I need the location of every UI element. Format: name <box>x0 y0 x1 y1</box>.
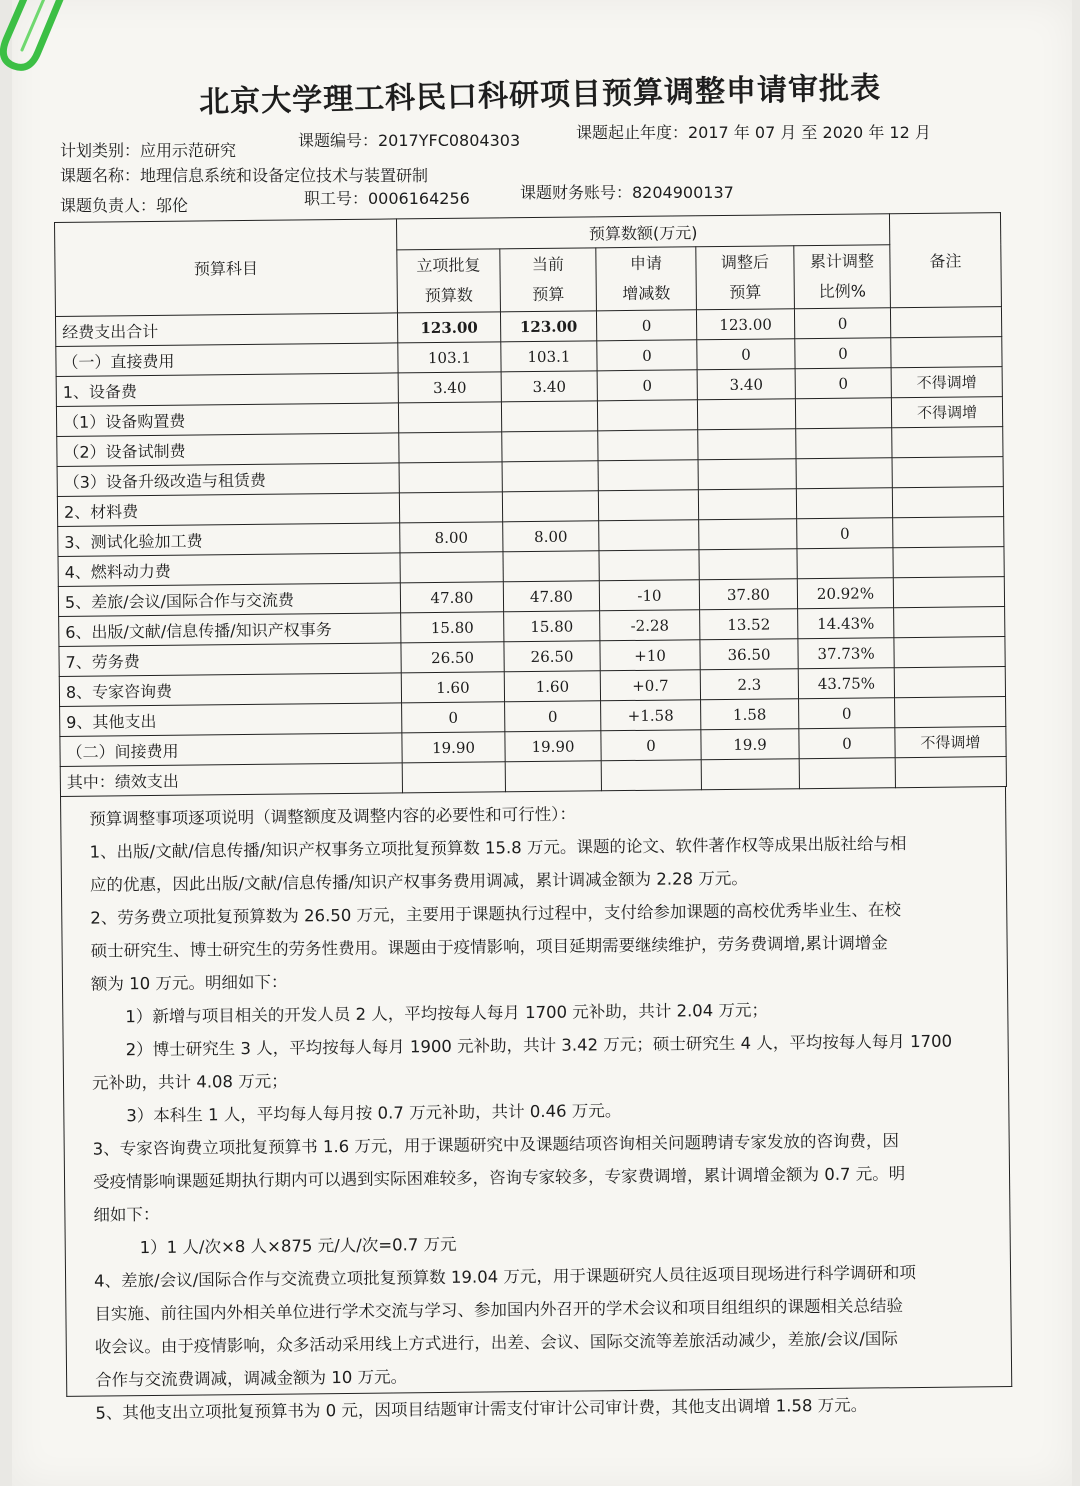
row-item-label: 5、差旅/会议/国际合作与交流费 <box>58 583 400 617</box>
row-item-label: 4、燃料动力费 <box>58 553 400 587</box>
cell-remark <box>890 307 1001 338</box>
cell-remark <box>894 667 1005 698</box>
cell-approved: 15.80 <box>401 612 504 643</box>
cell-ratio: 14.43% <box>798 608 894 639</box>
cell-approved: 3.40 <box>398 372 501 403</box>
cell-adjusted: 1.58 <box>701 699 799 730</box>
cell-approved <box>399 492 502 523</box>
cell-remark <box>895 697 1006 728</box>
cell-current: 19.90 <box>505 731 601 762</box>
note-line: 细如下： <box>93 1204 160 1225</box>
cell-ratio <box>796 458 892 489</box>
cell-change <box>598 460 698 491</box>
note-line: 元补助，共计 4.08 万元； <box>91 1071 288 1093</box>
cell-change: +1.58 <box>601 700 701 731</box>
staff-number: 职工号：0006164256 <box>304 189 470 208</box>
row-item-label: （2）设备试制费 <box>57 433 399 467</box>
cell-change: +10 <box>600 640 700 671</box>
header-remark: 备注 <box>889 213 1001 308</box>
cell-current: 1.60 <box>504 671 600 702</box>
row-item-label: 3、测试化验加工费 <box>58 523 400 557</box>
note-line: 预算调整事项逐项说明（调整额度及调整内容的必要性和可行性）： <box>89 804 577 829</box>
note-line: 4、差旅/会议/国际合作与交流费立项批复预算数 19.04 万元，用于课题研究人员往返项目现场进行科学调研和项 <box>93 1263 916 1291</box>
cell-adjusted <box>698 429 796 460</box>
header-col-0: 立项批复 预算数 <box>397 249 501 313</box>
cell-approved: 26.50 <box>401 642 504 673</box>
cell-approved <box>402 762 505 793</box>
cell-approved <box>400 552 503 583</box>
cell-current: 0 <box>505 701 601 732</box>
cell-adjusted <box>701 759 799 790</box>
cell-adjusted <box>699 549 797 580</box>
cell-approved: 8.00 <box>400 522 503 553</box>
cell-ratio: 43.75% <box>798 668 894 699</box>
row-item-label: （1）设备购置费 <box>56 403 398 437</box>
form-title: 北京大学理工科民口科研项目预算调整申请审批表 <box>198 70 882 121</box>
project-name: 课题名称：地理信息系统和设备定位技术与装置研制 <box>60 166 429 185</box>
cell-remark <box>894 607 1005 638</box>
header-budget-group: 预算数额(万元) <box>396 214 889 250</box>
cell-adjusted: 3.40 <box>697 369 795 400</box>
project-period: 课题起止年度：2017 年 07 月 至 2020 年 12 月 <box>576 123 931 142</box>
cell-change <box>601 760 701 791</box>
note-line: 额为 10 万元。明细如下： <box>90 972 288 994</box>
cell-current: 123.00 <box>500 311 596 342</box>
note-line: 硕士研究生、博士研究生的劳务性费用。课题由于疫情影响，项目延期需要继续维护，劳务费调增,累计调增金 <box>90 933 888 961</box>
cell-approved: 103.1 <box>398 342 501 373</box>
cell-adjusted: 2.3 <box>700 669 798 700</box>
cell-approved <box>399 432 502 463</box>
cell-current: 3.40 <box>501 371 597 402</box>
cell-adjusted: 19.9 <box>701 729 799 760</box>
cell-remark <box>893 517 1004 548</box>
cell-change: 0 <box>597 370 697 401</box>
cell-change <box>599 520 699 551</box>
budget-rows <box>55 307 1006 797</box>
adjustment-notes <box>60 787 1012 1423</box>
cell-current <box>502 461 598 492</box>
note-line: 1）1 人/次×8 人×875 元/人/次=0.7 万元 <box>139 1234 457 1258</box>
cell-current: 103.1 <box>501 341 597 372</box>
row-item-label: 6、出版/文献/信息传播/知识产权事务 <box>59 613 401 647</box>
cell-adjusted <box>698 459 796 490</box>
budget-sheet <box>54 212 1012 1423</box>
note-line: 受疫情影响课题延期执行期内可以遇到实际困难较多，咨询专家较多，专家费调增，累计调增金额为 0.7 元。明 <box>92 1164 906 1192</box>
cell-current: 47.80 <box>503 581 599 612</box>
note-line: 1）新增与项目相关的开发人员 2 人，平均按每人每月 1700 元补助，共计 2.04 万元； <box>125 1000 769 1027</box>
header-col-4: 累计调整 比例% <box>794 245 891 309</box>
cell-change <box>598 490 698 521</box>
cell-current <box>502 491 598 522</box>
cell-current <box>501 401 597 432</box>
note-line: 应的优惠，因此出版/文献/信息传播/知识产权事务费用调减，累计调减金额为 2.28 万元。 <box>89 868 748 895</box>
cell-remark: 不得调增 <box>891 367 1002 398</box>
cell-adjusted: 0 <box>697 339 795 370</box>
cell-ratio <box>799 758 895 789</box>
note-line: 收会议。由于疫情影响，众多活动采用线上方式进行，出差、会议、国际交流等差旅活动减少，差旅/会议/国际 <box>94 1329 898 1357</box>
note-line: 2、劳务费立项批复预算数为 26.50 万元，主要用于课题执行过程中，支付给参加课题的高校优秀毕业生、在校 <box>90 900 902 928</box>
note-line: 5、其他支出立项批复预算书为 0 元，因项目结题审计需支付审计公司审计费，其他支出调增 1.58 万元。 <box>95 1395 868 1423</box>
cell-approved <box>399 462 502 493</box>
cell-ratio: 0 <box>795 368 891 399</box>
cell-ratio <box>796 488 892 519</box>
header-col-1: 当前 预算 <box>500 248 597 312</box>
cell-current: 8.00 <box>503 521 599 552</box>
cell-approved: 19.90 <box>402 732 505 763</box>
cell-ratio: 37.73% <box>798 638 894 669</box>
cell-adjusted <box>699 519 797 550</box>
row-item-label: 其中：绩效支出 <box>60 763 402 797</box>
header-col-2: 申请 增减数 <box>596 247 697 311</box>
cell-remark <box>892 427 1003 458</box>
row-item-label: 8、专家咨询费 <box>59 673 401 707</box>
note-line: 2）博士研究生 3 人，平均按每人每月 1900 元补助，共计 3.42 万元；硕士研究生 4 人，平均按每人每月 1700 <box>125 1031 953 1060</box>
header-col-3: 调整后 预算 <box>696 246 795 310</box>
cell-ratio: 0 <box>794 308 890 339</box>
cell-current <box>502 431 598 462</box>
cell-change <box>597 400 697 431</box>
cell-approved <box>398 402 501 433</box>
cell-change: -2.28 <box>600 610 700 641</box>
note-line: 合作与交流费调减，调减金额为 10 万元。 <box>95 1367 408 1390</box>
cell-ratio <box>796 428 892 459</box>
cell-approved: 47.80 <box>400 582 503 613</box>
cell-change: -10 <box>599 580 699 611</box>
plan-type: 计划类别：应用示范研究 <box>60 141 237 160</box>
row-item-label: 7、劳务费 <box>59 643 401 677</box>
finance-account: 课题财务账号：8204900137 <box>520 183 734 202</box>
note-line: 1、出版/文献/信息传播/知识产权事务立项批复预算数 15.8 万元。课题的论文、软件著作权等成果出版社给与相 <box>89 834 907 862</box>
row-item-label: （一）直接费用 <box>56 343 398 377</box>
cell-remark <box>894 637 1005 668</box>
cell-adjusted: 123.00 <box>696 309 794 340</box>
cell-remark <box>895 757 1006 788</box>
row-item-label: 9、其他支出 <box>60 703 402 737</box>
cell-current <box>503 551 599 582</box>
cell-approved: 123.00 <box>397 312 500 343</box>
cell-change <box>598 430 698 461</box>
cell-approved: 0 <box>402 702 505 733</box>
cell-change <box>599 550 699 581</box>
header-subject: 预算科目 <box>55 219 398 317</box>
cell-adjusted: 36.50 <box>700 639 798 670</box>
cell-current <box>505 761 601 792</box>
budget-table <box>54 212 1007 797</box>
cell-ratio <box>795 398 891 429</box>
cell-ratio: 0 <box>795 338 891 369</box>
cell-remark <box>893 577 1004 608</box>
note-line: 3）本科生 1 人，平均每人每月按 0.7 万元补助，共计 0.46 万元。 <box>126 1101 622 1126</box>
note-line: 3、专家咨询费立项批复预算书 1.6 万元，用于课题研究中及课题结项咨询相关问题聘请专家发放的咨询费，因 <box>92 1131 900 1159</box>
cell-ratio: 20.92% <box>797 578 893 609</box>
cell-change: 0 <box>597 340 697 371</box>
cell-remark <box>892 457 1003 488</box>
cell-adjusted: 37.80 <box>699 579 797 610</box>
cell-remark <box>892 487 1003 518</box>
project-number: 课题编号：2017YFC0804303 <box>298 131 521 150</box>
paperclip-icon <box>0 0 102 90</box>
cell-remark <box>891 337 1002 368</box>
cell-change: 0 <box>596 310 696 341</box>
cell-change: 0 <box>601 730 701 761</box>
row-item-label: 经费支出合计 <box>55 313 397 347</box>
cell-ratio: 0 <box>799 728 895 759</box>
cell-change: +0.7 <box>600 670 700 701</box>
row-item-label: （二）间接费用 <box>60 733 402 767</box>
row-item-label: 2、材料费 <box>57 493 399 527</box>
cell-adjusted: 13.52 <box>700 609 798 640</box>
cell-approved: 1.60 <box>401 672 504 703</box>
cell-ratio: 0 <box>797 518 893 549</box>
cell-remark: 不得调增 <box>891 397 1002 428</box>
row-item-label: （3）设备升级改造与租赁费 <box>57 463 399 497</box>
row-item-label: 1、设备费 <box>56 373 398 407</box>
cell-remark: 不得调增 <box>895 727 1006 758</box>
note-line: 目实施、前往国内外相关单位进行学术交流与学习、参加国内外召开的学术会议和项目组组织的课题相关总结验 <box>94 1296 903 1324</box>
cell-current: 26.50 <box>504 641 600 672</box>
cell-ratio <box>797 548 893 579</box>
cell-ratio: 0 <box>799 698 895 729</box>
project-leader: 课题负责人：邬伦 <box>60 196 189 215</box>
cell-current: 15.80 <box>504 611 600 642</box>
cell-adjusted <box>698 489 796 520</box>
cell-adjusted <box>697 399 795 430</box>
cell-remark <box>893 547 1004 578</box>
